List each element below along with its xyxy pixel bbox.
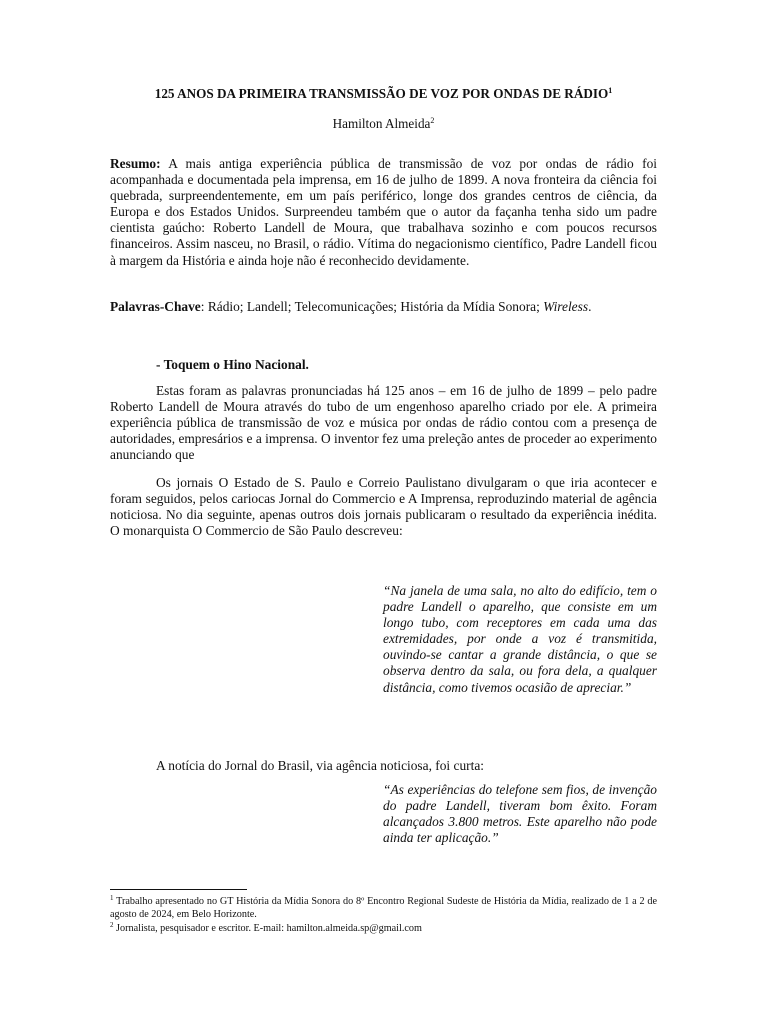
footnote-1-text: Trabalho apresentado no GT História da Mídia Sonora do 8º Encontro Regional Sudeste de História da Mídia, realizado de 1 a 2 de agosto de 2024, em Belo Horizonte. xyxy=(110,896,657,920)
paper-title xyxy=(110,86,657,102)
title-footnote-mark: 1 xyxy=(608,86,613,95)
abstract xyxy=(110,156,657,269)
body-paragraph-3: A notícia do Jornal do Brasil, via agência noticiosa, foi curta: xyxy=(156,758,484,773)
section-heading-text: - Toquem o Hino Nacional. xyxy=(156,357,309,372)
keywords-italic-term: Wireless xyxy=(543,299,589,314)
section-heading xyxy=(110,357,657,373)
abstract-label: Resumo: xyxy=(110,156,161,171)
author-line xyxy=(110,116,657,132)
document-page xyxy=(110,0,657,1024)
paper-title-text: 125 ANOS DA PRIMEIRA TRANSMISSÃO DE VOZ POR ONDAS DE RÁDIO xyxy=(154,86,609,101)
abstract-text: A mais antiga experiência pública de transmissão de voz por ondas de rádio foi acompanhada e documentada pela imprensa, em 16 de julho de 1899. A nova fronteira da ciência foi quebrada, surpreendentemente, em um país periférico, longe dos grandes centros de ciência, da Europa e dos Estados Unidos. Surpreendeu também que o autor da façanha tenha sido um padre cientista gaúcho: Roberto Landell de Moura, que trabalhava sozinho e com poucos recursos financeiros. Assim nasceu, no Brasil, o rádio. Vítima do negacionismo científico, Padre Landell ficou à margem da História e ainda hoje não é reconhecido devidamente. xyxy=(110,156,657,268)
keywords-label: Palavras-Chave xyxy=(110,299,201,314)
footnote-1 xyxy=(110,895,657,921)
footnote-1-mark: 1 xyxy=(110,894,114,902)
body-paragraph-2: Os jornais O Estado de S. Paulo e Correio Paulistano divulgaram o que iria acontecer e foram seguidos, pelos cariocas Jornal do Commercio e A Imprensa, reproduzindo material de agência noticiosa. No dia seguinte, apenas outros dois jornais publicaram o resultado da experiência inédita. O monarquista O Commercio de São Paulo descreveu: xyxy=(110,475,657,539)
keywords-text: : Rádio; Landell; Telecomunicações; História da Mídia Sonora; xyxy=(200,299,544,314)
keywords-end: . xyxy=(588,299,592,314)
footnote-separator xyxy=(110,889,247,890)
author-footnote-mark: 2 xyxy=(430,116,435,125)
block-quote-1: “Na janela de uma sala, no alto do edifício, tem o padre Landell o aparelho, que consiste em um longo tubo, com receptores em cada uma das extremidades, por onde a voz é transmitida, ouvindo-se cantar a grande distância, o que se observa dentro da sala, ou fora dela, a qualquer distância, como tivemos ocasião de apreciar.” xyxy=(383,583,657,695)
footnote-2 xyxy=(110,922,657,935)
block-quote-2: “As experiências do telefone sem fios, de invenção do padre Landell, tiveram bom êxito. Foram alcançados 3.800 metros. Este aparelho não pode ainda ter aplicação.” xyxy=(383,782,657,846)
author-name: Hamilton Almeida xyxy=(332,116,431,131)
footnote-2-text: Jornalista, pesquisador e escritor. E-mail: hamilton.almeida.sp@gmail.com xyxy=(113,923,422,934)
keywords xyxy=(110,299,657,315)
body-paragraph-1: Estas foram as palavras pronunciadas há 125 anos – em 16 de julho de 1899 – pelo padre Roberto Landell de Moura através do tubo de um engenhoso aparelho criado por ele. A primeira experiência pública de transmissão de voz e música por ondas de rádio contou com a presença de autoridades, empresários e a imprensa. O inventor fez uma preleção antes de proceder ao experimento anunciando que xyxy=(110,383,657,463)
footnote-2-mark: 2 xyxy=(110,921,114,929)
